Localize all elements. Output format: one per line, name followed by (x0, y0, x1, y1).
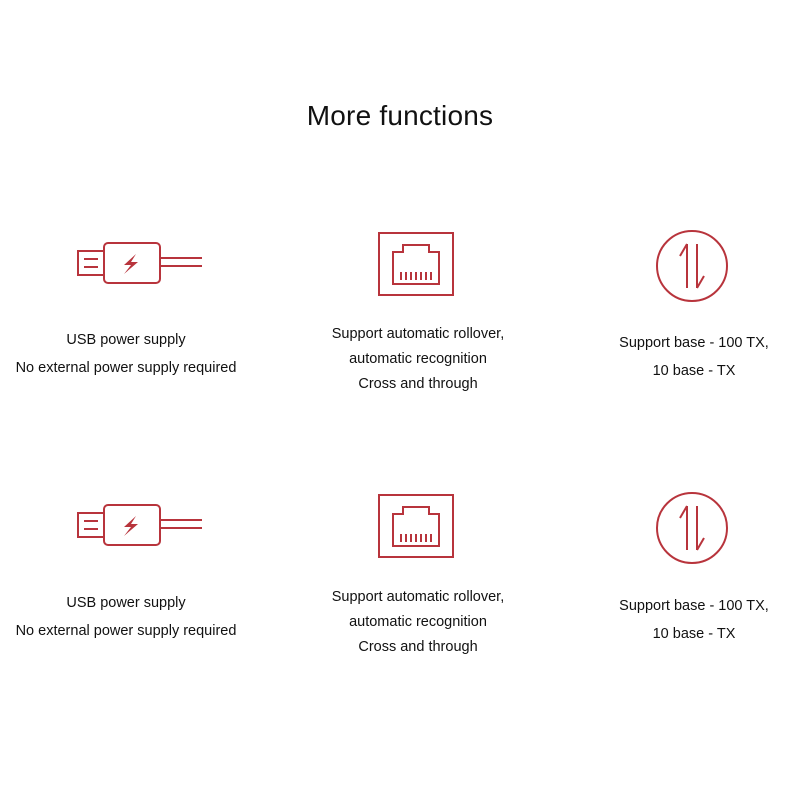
text-line: USB power supply (66, 332, 186, 348)
up-down-arrows-icon (654, 490, 730, 566)
rj45-port-icon (377, 492, 457, 560)
base-tx-text (544, 331, 800, 384)
rj45-text (268, 322, 568, 397)
usb-power-icon (70, 238, 210, 290)
page-title: More functions (306, 100, 494, 131)
text-line: 10 base - TX (652, 626, 736, 642)
rj45-port-icon (377, 230, 457, 298)
text-line: Support automatic rollover, (331, 589, 505, 605)
text-line: Cross and through (358, 376, 478, 392)
text-line: automatic recognition (349, 614, 487, 630)
text-line: USB power supply (66, 595, 186, 611)
base-tx-text (544, 594, 800, 647)
text-line: 10 base - TX (652, 363, 736, 379)
usb-power-icon (70, 500, 210, 552)
text-line: Support base - 100 TX, (619, 598, 769, 614)
text-line: automatic recognition (349, 351, 487, 367)
text-line: No external power supply required (15, 623, 237, 639)
text-line: Support base - 100 TX, (619, 335, 769, 351)
up-down-arrows-icon (654, 228, 730, 304)
text-line: Support automatic rollover, (331, 326, 505, 342)
usb-power-text (0, 591, 276, 644)
text-line: No external power supply required (15, 360, 237, 376)
usb-power-text (0, 328, 276, 381)
text-line: Cross and through (358, 639, 478, 655)
rj45-text (268, 585, 568, 660)
